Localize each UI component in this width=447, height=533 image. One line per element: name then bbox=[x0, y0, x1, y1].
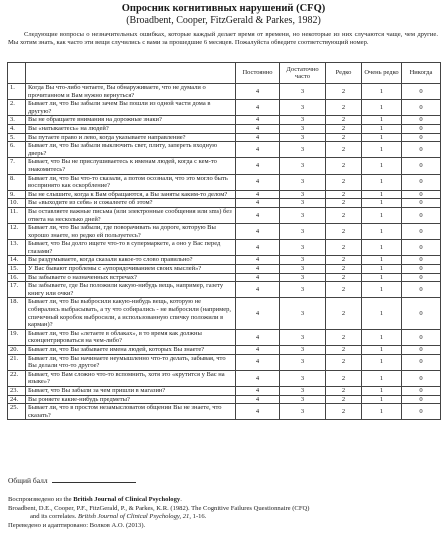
answer-option[interactable]: 3 bbox=[280, 124, 326, 133]
total-score-line[interactable] bbox=[52, 482, 136, 483]
answer-option[interactable]: 4 bbox=[236, 190, 280, 199]
citation-journal: British Journal of Clinical Psychology, 21 bbox=[77, 513, 190, 520]
table-row bbox=[8, 240, 441, 256]
answer-option[interactable]: 1 bbox=[362, 370, 402, 386]
answer-option[interactable]: 1 bbox=[362, 346, 402, 355]
table-row bbox=[8, 124, 441, 133]
answer-option[interactable]: 1 bbox=[362, 190, 402, 199]
answer-option[interactable]: 3 bbox=[280, 273, 326, 282]
answer-option[interactable]: 0 bbox=[402, 116, 441, 125]
answer-option[interactable]: 2 bbox=[326, 224, 362, 240]
answer-option[interactable]: 4 bbox=[236, 298, 280, 329]
question-number: 22. bbox=[8, 370, 26, 386]
answer-option[interactable]: 3 bbox=[280, 256, 326, 265]
answer-option[interactable]: 1 bbox=[362, 395, 402, 404]
table-row bbox=[8, 207, 441, 223]
table-row bbox=[8, 298, 441, 329]
question-number: 8. bbox=[8, 174, 26, 190]
column-header: Никогда bbox=[402, 63, 441, 84]
answer-option[interactable]: 2 bbox=[326, 124, 362, 133]
answer-option[interactable]: 2 bbox=[326, 256, 362, 265]
translation-note: Переведено и адаптировано: Волков А.О. (2013). bbox=[8, 522, 146, 529]
answer-option[interactable]: 1 bbox=[362, 354, 402, 370]
table-row bbox=[8, 100, 441, 116]
answer-option[interactable]: 0 bbox=[402, 404, 441, 420]
question-text: Вы забываете, где Вы положили какую-нибудь вещь, например, газету книгу или очки? bbox=[26, 282, 236, 298]
answer-option[interactable]: 0 bbox=[402, 174, 441, 190]
answer-option[interactable]: 3 bbox=[280, 386, 326, 395]
question-text: Бывает ли, что Вы «летаете в облаках», в то время как должны сконцентрироваться на чем-либо? bbox=[26, 329, 236, 345]
table-row bbox=[8, 273, 441, 282]
question-text: Бывает ли, что Вы забываете имена людей, которых Вы знаете? bbox=[26, 346, 236, 355]
answer-option[interactable]: 2 bbox=[326, 84, 362, 100]
table-row bbox=[8, 199, 441, 208]
answer-option[interactable]: 4 bbox=[236, 116, 280, 125]
answer-option[interactable]: 4 bbox=[236, 84, 280, 100]
question-number: 21. bbox=[8, 354, 26, 370]
question-text: Бывает, что Вы забыли за чем пришли в магазин? bbox=[26, 386, 236, 395]
answer-option[interactable]: 1 bbox=[362, 158, 402, 174]
answer-option[interactable]: 4 bbox=[236, 282, 280, 298]
answer-option[interactable]: 3 bbox=[280, 404, 326, 420]
answer-option[interactable]: 3 bbox=[280, 142, 326, 158]
answer-option[interactable]: 3 bbox=[280, 265, 326, 274]
answer-option[interactable]: 0 bbox=[402, 207, 441, 223]
question-text: Вы роняете какие-нибудь предметы? bbox=[26, 395, 236, 404]
answer-option[interactable]: 0 bbox=[402, 395, 441, 404]
answer-option[interactable]: 2 bbox=[326, 174, 362, 190]
answer-option[interactable]: 2 bbox=[326, 282, 362, 298]
question-number: 14. bbox=[8, 256, 26, 265]
answer-option[interactable]: 2 bbox=[326, 265, 362, 274]
answer-option[interactable]: 3 bbox=[280, 133, 326, 142]
table-row bbox=[8, 265, 441, 274]
questionnaire-table bbox=[7, 62, 441, 420]
column-header: Очень редко bbox=[362, 63, 402, 84]
question-text: Вы не обращаете внимания на дорожные знаки? bbox=[26, 116, 236, 125]
answer-option[interactable]: 1 bbox=[362, 404, 402, 420]
answer-option[interactable]: 3 bbox=[280, 190, 326, 199]
answer-option[interactable]: 2 bbox=[326, 404, 362, 420]
table-row bbox=[8, 370, 441, 386]
answer-option[interactable]: 3 bbox=[280, 224, 326, 240]
table-row bbox=[8, 346, 441, 355]
answer-option[interactable]: 1 bbox=[362, 199, 402, 208]
question-text: Вы забываете о назначенных встречах? bbox=[26, 273, 236, 282]
answer-option[interactable]: 1 bbox=[362, 224, 402, 240]
question-number: 3. bbox=[8, 116, 26, 125]
answer-option[interactable]: 4 bbox=[236, 133, 280, 142]
answer-option[interactable]: 0 bbox=[402, 273, 441, 282]
answer-option[interactable]: 4 bbox=[236, 273, 280, 282]
question-number: 11. bbox=[8, 207, 26, 223]
answer-option[interactable]: 3 bbox=[280, 346, 326, 355]
answer-option[interactable]: 0 bbox=[402, 100, 441, 116]
table-row bbox=[8, 395, 441, 404]
answer-option[interactable]: 0 bbox=[402, 386, 441, 395]
question-number: 15. bbox=[8, 265, 26, 274]
question-text: Бывает ли, что Вы что-то сказали, а потом осознали, что это могло быть воспринято как оскорбление? bbox=[26, 174, 236, 190]
reproduced-note: Воспроизведено из the British Journal of Clinical Psychology. bbox=[8, 496, 182, 503]
question-text: Вы раздумываете, когда сказали какое-то слово правильно? bbox=[26, 256, 236, 265]
answer-option[interactable]: 3 bbox=[280, 100, 326, 116]
answer-option[interactable]: 2 bbox=[326, 207, 362, 223]
answer-option[interactable]: 3 bbox=[280, 354, 326, 370]
question-text: Бывает ли, что в простом незамысловатом общении Вы не знаете, что сказать? bbox=[26, 404, 236, 420]
answer-option[interactable]: 1 bbox=[362, 273, 402, 282]
questionnaire-body bbox=[8, 84, 441, 420]
answer-option[interactable]: 3 bbox=[280, 395, 326, 404]
journal-name: British Journal of Clinical Psychology bbox=[73, 496, 181, 503]
answer-option[interactable]: 0 bbox=[402, 142, 441, 158]
answer-option[interactable]: 2 bbox=[326, 100, 362, 116]
question-number: 19. bbox=[8, 329, 26, 345]
answer-option[interactable]: 4 bbox=[236, 124, 280, 133]
instructions: Следующие вопросы о незначительных ошибках, которые каждый делает время от времени, но некоторые из них случаются чаще, чем другие. Мы хотим знать, как часто эти вещи случились с вами за прошедшие 6 месяцев. Пожалуйста обведите соответствующий номер. bbox=[8, 31, 438, 46]
answer-option[interactable]: 2 bbox=[326, 354, 362, 370]
question-text: Бывает, что Вы долго ищете что-то в супермаркете, а оно у Вас перед глазами? bbox=[26, 240, 236, 256]
answer-option[interactable]: 0 bbox=[402, 240, 441, 256]
answer-option[interactable]: 0 bbox=[402, 158, 441, 174]
answer-option[interactable]: 1 bbox=[362, 124, 402, 133]
answer-option[interactable]: 3 bbox=[280, 174, 326, 190]
answer-option[interactable]: 3 bbox=[280, 298, 326, 329]
answer-option[interactable]: 4 bbox=[236, 158, 280, 174]
answer-option[interactable]: 0 bbox=[402, 224, 441, 240]
question-text: Когда Вы что-либо читаете, Вы обнаруживаете, что не думали о прочитанном и Вам нужно вернуться? bbox=[26, 84, 236, 100]
answer-option[interactable]: 0 bbox=[402, 298, 441, 329]
question-number: 5. bbox=[8, 133, 26, 142]
answer-option[interactable]: 4 bbox=[236, 395, 280, 404]
answer-option[interactable]: 1 bbox=[362, 142, 402, 158]
answer-option[interactable]: 2 bbox=[326, 133, 362, 142]
table-row bbox=[8, 256, 441, 265]
question-number: 18. bbox=[8, 298, 26, 329]
answer-option[interactable]: 3 bbox=[280, 282, 326, 298]
table-header-row bbox=[8, 63, 441, 84]
citation-main: Broadbent, D.E., Cooper, P.F., FitzGerald, P., & Parkes, K.R. (1982). The Cognitive Failures Questionnaire (CFQ) bbox=[8, 505, 310, 512]
answer-option[interactable]: 1 bbox=[362, 386, 402, 395]
answer-option[interactable]: 4 bbox=[236, 142, 280, 158]
question-text: Вы «выходите из себя» и сожалеете об этом? bbox=[26, 199, 236, 208]
answer-option[interactable]: 2 bbox=[326, 329, 362, 345]
page-subtitle: (Broadbent, Cooper, FitzGerald & Parkes, 1982) bbox=[126, 15, 321, 26]
answer-option[interactable]: 2 bbox=[326, 386, 362, 395]
table-row bbox=[8, 174, 441, 190]
answer-option[interactable]: 3 bbox=[280, 199, 326, 208]
answer-option[interactable]: 0 bbox=[402, 199, 441, 208]
answer-option[interactable]: 3 bbox=[280, 240, 326, 256]
answer-option[interactable]: 4 bbox=[236, 199, 280, 208]
column-header: Редко bbox=[326, 63, 362, 84]
answer-option[interactable]: 0 bbox=[402, 84, 441, 100]
answer-option[interactable]: 0 bbox=[402, 354, 441, 370]
answer-option[interactable]: 4 bbox=[236, 386, 280, 395]
answer-option[interactable]: 2 bbox=[326, 142, 362, 158]
header-empty-question bbox=[26, 63, 236, 84]
answer-option[interactable]: 2 bbox=[326, 116, 362, 125]
answer-option[interactable]: 3 bbox=[280, 158, 326, 174]
answer-option[interactable]: 4 bbox=[236, 265, 280, 274]
answer-option[interactable]: 2 bbox=[326, 158, 362, 174]
question-number: 2. bbox=[8, 100, 26, 116]
answer-option[interactable]: 4 bbox=[236, 404, 280, 420]
answer-option[interactable]: 4 bbox=[236, 240, 280, 256]
answer-option[interactable]: 1 bbox=[362, 133, 402, 142]
answer-option[interactable]: 1 bbox=[362, 174, 402, 190]
table-row bbox=[8, 282, 441, 298]
answer-option[interactable]: 3 bbox=[280, 116, 326, 125]
answer-option[interactable]: 2 bbox=[326, 370, 362, 386]
answer-option[interactable]: 3 bbox=[280, 370, 326, 386]
question-number: 6. bbox=[8, 142, 26, 158]
question-text: Бывает, что Вы не прислушиваетесь к именам людей, когда с кем-то знакомитесь? bbox=[26, 158, 236, 174]
answer-option[interactable]: 0 bbox=[402, 370, 441, 386]
table-row bbox=[8, 329, 441, 345]
answer-option[interactable]: 4 bbox=[236, 174, 280, 190]
question-text: Бывает ли, что Вы выбросили какую-нибудь вещь, которую не собирались выбрасывать, а ту что собирались - не выбросили (например, спичечный коробок выбросили, а использованную спичку положили в карман)? bbox=[26, 298, 236, 329]
answer-option[interactable]: 2 bbox=[326, 190, 362, 199]
answer-option[interactable]: 0 bbox=[402, 190, 441, 199]
answer-option[interactable]: 2 bbox=[326, 199, 362, 208]
answer-option[interactable]: 4 bbox=[236, 207, 280, 223]
answer-option[interactable]: 1 bbox=[362, 329, 402, 345]
answer-option[interactable]: 3 bbox=[280, 207, 326, 223]
citation-continued: and its correlates. British Journal of Clinical Psychology, 21, 1-16. bbox=[30, 513, 207, 520]
table-row bbox=[8, 386, 441, 395]
answer-option[interactable]: 0 bbox=[402, 133, 441, 142]
question-text: Вы «натыкаетесь» на людей? bbox=[26, 124, 236, 133]
column-header: Достаточно часто bbox=[280, 63, 326, 84]
answer-option[interactable]: 1 bbox=[362, 207, 402, 223]
question-number: 10. bbox=[8, 199, 26, 208]
question-number: 25. bbox=[8, 404, 26, 420]
answer-option[interactable]: 2 bbox=[326, 298, 362, 329]
total-score-label: Общий балл bbox=[8, 476, 48, 485]
question-text: Вы путаете право и лево, когда указываете направление? bbox=[26, 133, 236, 142]
answer-option[interactable]: 1 bbox=[362, 240, 402, 256]
table-row bbox=[8, 190, 441, 199]
question-text: Бывает ли, что Вы забыли зачем Вы пошли из одной части дома в другую? bbox=[26, 100, 236, 116]
question-number: 16. bbox=[8, 273, 26, 282]
answer-option[interactable]: 3 bbox=[280, 329, 326, 345]
answer-option[interactable]: 3 bbox=[280, 84, 326, 100]
answer-option[interactable]: 1 bbox=[362, 256, 402, 265]
question-text: Вы оставляете важные письма (или электронные сообщения или sms) без ответа на несколько дней? bbox=[26, 207, 236, 223]
question-text: У Вас бывают проблемы с «упорядочиванием своих мыслей»? bbox=[26, 265, 236, 274]
answer-option[interactable]: 2 bbox=[326, 395, 362, 404]
total-score bbox=[8, 476, 136, 485]
question-number: 4. bbox=[8, 124, 26, 133]
table-row bbox=[8, 133, 441, 142]
header-empty-num bbox=[8, 63, 26, 84]
table-row bbox=[8, 404, 441, 420]
citation bbox=[8, 505, 440, 521]
answer-option[interactable]: 4 bbox=[236, 224, 280, 240]
answer-option[interactable]: 4 bbox=[236, 256, 280, 265]
question-number: 12. bbox=[8, 224, 26, 240]
answer-option[interactable]: 0 bbox=[402, 265, 441, 274]
answer-option[interactable]: 2 bbox=[326, 346, 362, 355]
question-number: 17. bbox=[8, 282, 26, 298]
answer-option[interactable]: 4 bbox=[236, 346, 280, 355]
answer-option[interactable]: 1 bbox=[362, 298, 402, 329]
answer-option[interactable]: 0 bbox=[402, 329, 441, 345]
answer-option[interactable]: 1 bbox=[362, 282, 402, 298]
answer-option[interactable]: 0 bbox=[402, 346, 441, 355]
table-row bbox=[8, 354, 441, 370]
answer-option[interactable]: 1 bbox=[362, 116, 402, 125]
question-number: 7. bbox=[8, 158, 26, 174]
table-row bbox=[8, 142, 441, 158]
answer-option[interactable]: 4 bbox=[236, 370, 280, 386]
answer-option[interactable]: 0 bbox=[402, 282, 441, 298]
question-number: 9. bbox=[8, 190, 26, 199]
table-row bbox=[8, 116, 441, 125]
question-number: 1. bbox=[8, 84, 26, 100]
answer-option[interactable]: 1 bbox=[362, 84, 402, 100]
answer-option[interactable]: 4 bbox=[236, 329, 280, 345]
question-text: Бывает ли, что Вы забыли, где поворачивать на дороге, которую Вы хорошо знаете, но редко ей пользуетесь? bbox=[26, 224, 236, 240]
answer-option[interactable]: 2 bbox=[326, 240, 362, 256]
question-text: Бывает ли, что Вы начинаете неумышленно что-то делать, забывая, что Вы делали что-то другое? bbox=[26, 354, 236, 370]
table-row bbox=[8, 84, 441, 100]
answer-option[interactable]: 4 bbox=[236, 354, 280, 370]
column-header: Постоянно bbox=[236, 63, 280, 84]
answer-option[interactable]: 0 bbox=[402, 124, 441, 133]
question-number: 13. bbox=[8, 240, 26, 256]
question-number: 24. bbox=[8, 395, 26, 404]
question-text: Бывает ли, что Вы забыли выключить свет, плиту, запереть входную дверь? bbox=[26, 142, 236, 158]
question-number: 23. bbox=[8, 386, 26, 395]
question-number: 20. bbox=[8, 346, 26, 355]
table-row bbox=[8, 224, 441, 240]
answer-option[interactable]: 0 bbox=[402, 256, 441, 265]
answer-option[interactable]: 1 bbox=[362, 265, 402, 274]
page-title: Опросник когнитивных нарушений (CFQ) bbox=[121, 3, 326, 14]
answer-option[interactable]: 2 bbox=[326, 273, 362, 282]
question-text: Вы не слышите, когда к Вам обращаются, а Вы заняты каким-то делом? bbox=[26, 190, 236, 199]
answer-option[interactable]: 4 bbox=[236, 100, 280, 116]
answer-option[interactable]: 1 bbox=[362, 100, 402, 116]
table-row bbox=[8, 158, 441, 174]
question-text: Бывает, что Вам сложно что-то вспомнить, хотя это «крутится у Вас на языке»? bbox=[26, 370, 236, 386]
